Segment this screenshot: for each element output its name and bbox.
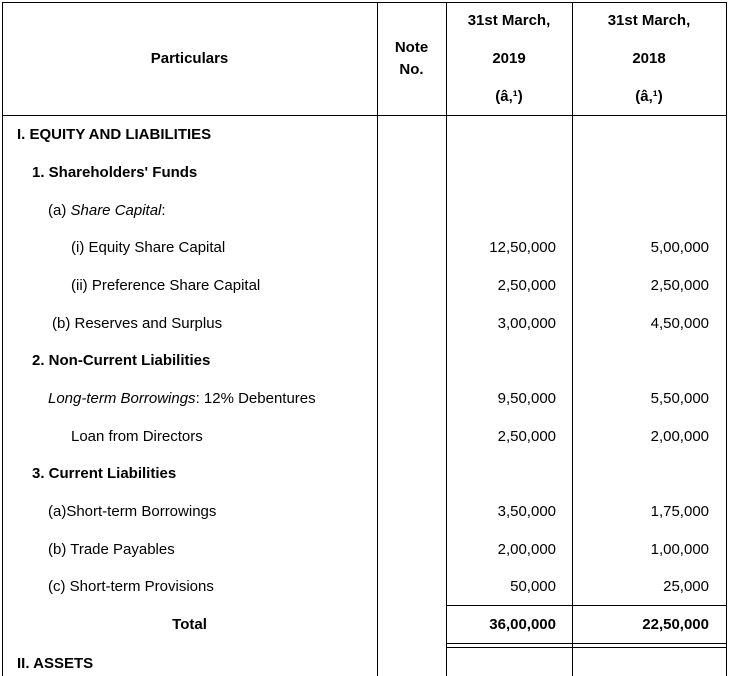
header-note-line1: Note: [394, 39, 429, 56]
share-capital-prefix: (a): [48, 202, 71, 219]
value-2019-debentures: 9,50,000: [497, 390, 556, 407]
header-bottom-border: [2, 115, 727, 116]
value-2019-short-term-provisions: 50,000: [510, 578, 556, 595]
row-label-short-term-borrowings: (a)Short-term Borrowings: [48, 503, 217, 520]
value-2019-trade-payables: 2,00,000: [497, 541, 556, 558]
total-label: Total: [172, 616, 207, 633]
value-2018-debentures: 5,50,000: [650, 390, 709, 407]
value-2019-short-term-borrowings: 3,50,000: [497, 503, 556, 520]
value-2018-trade-payables: 1,00,000: [650, 541, 709, 558]
long-term-borrowings-suffix: : 12% Debentures: [195, 390, 316, 407]
value-2018-loan-directors: 2,00,000: [650, 428, 709, 445]
header-2019-line1: 31st March,: [467, 12, 551, 29]
header-2019-line2: 2019: [492, 50, 526, 67]
header-2018-line1: 31st March,: [607, 12, 691, 29]
row-label-short-term-provisions: (c) Short-term Provisions: [48, 578, 214, 595]
header-2019-currency: (â‚¹): [495, 88, 523, 105]
section-equity-liabilities: I. EQUITY AND LIABILITIES: [17, 126, 212, 143]
value-2018-total: 22,50,000: [642, 616, 709, 633]
row-label-preference-share-capital: (ii) Preference Share Capital: [71, 277, 261, 294]
total-top-border: [446, 605, 727, 606]
section-shareholders-funds: 1. Shareholders' Funds: [32, 164, 198, 181]
value-2018-equity-share-capital: 5,00,000: [650, 239, 709, 256]
value-2018-short-term-borrowings: 1,75,000: [650, 503, 709, 520]
long-term-borrowings-heading: [48, 390, 316, 408]
value-2019-loan-directors: 2,50,000: [497, 428, 556, 445]
row-label-loan-directors: Loan from Directors: [71, 428, 203, 445]
row-label-reserves-surplus: (b) Reserves and Surplus: [52, 315, 223, 332]
value-2018-preference-share-capital: 2,50,000: [650, 277, 709, 294]
share-capital-label: Share Capital: [70, 202, 162, 219]
value-2019-total: 36,00,000: [489, 616, 556, 633]
header-particulars: Particulars: [150, 50, 229, 67]
total-bottom-border-2: [446, 647, 727, 648]
value-2019-preference-share-capital: 2,50,000: [497, 277, 556, 294]
section-current-liabilities: 3. Current Liabilities: [32, 465, 177, 482]
total-bottom-border-1: [446, 643, 727, 644]
row-label-trade-payables: (b) Trade Payables: [48, 541, 175, 558]
section-assets: II. ASSETS: [17, 655, 94, 672]
value-2018-reserves-surplus: 4,50,000: [650, 315, 709, 332]
row-label-equity-share-capital: (i) Equity Share Capital: [71, 239, 226, 256]
header-2018-currency: (â‚¹): [635, 88, 663, 105]
value-2018-short-term-provisions: 25,000: [663, 578, 709, 595]
value-2019-equity-share-capital: 12,50,000: [489, 239, 556, 256]
section-non-current-liabilities: 2. Non-Current Liabilities: [32, 352, 211, 369]
value-2019-reserves-surplus: 3,00,000: [497, 315, 556, 332]
table-border-right: [726, 2, 727, 676]
header-2018-line2: 2018: [632, 50, 666, 67]
long-term-borrowings-label: Long-term Borrowings: [48, 390, 196, 407]
share-capital-suffix: :: [161, 202, 166, 219]
share-capital-heading: [48, 202, 166, 220]
note-column-left-border: [377, 2, 378, 676]
table-border-left: [2, 2, 3, 676]
table-border-top: [2, 2, 727, 3]
header-note-line2: No.: [399, 61, 424, 78]
